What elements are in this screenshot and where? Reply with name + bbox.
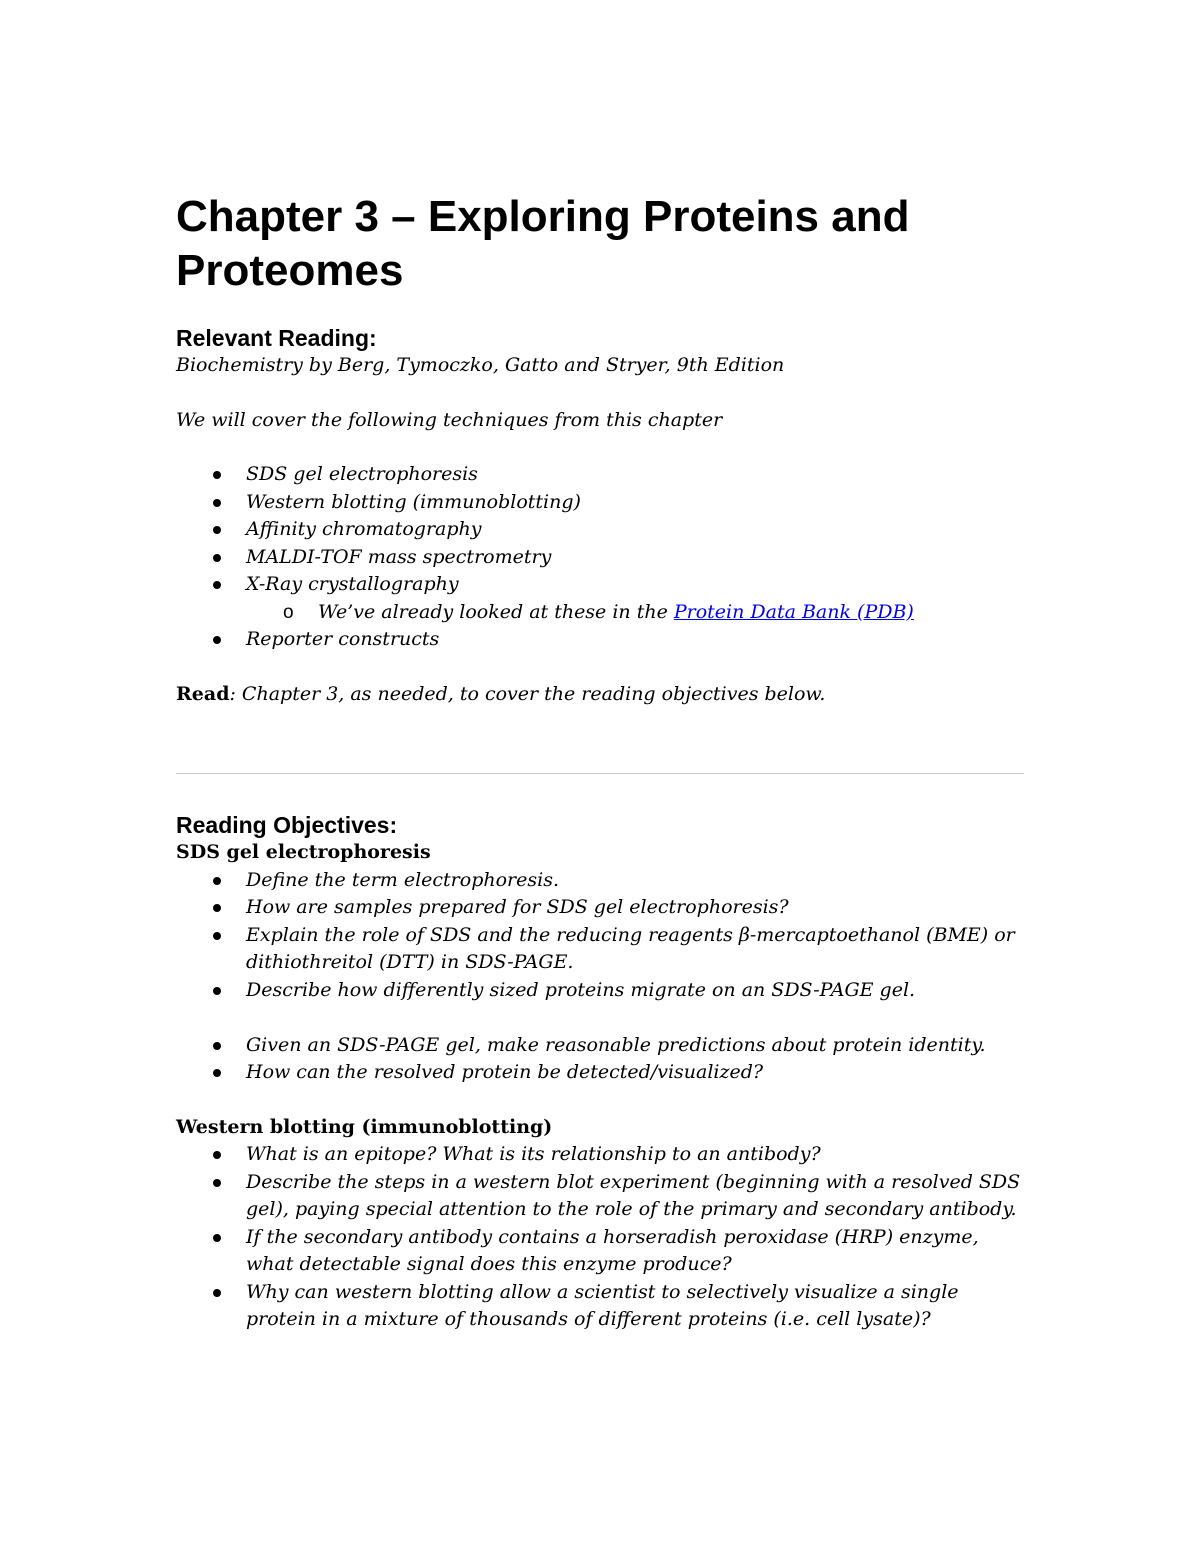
- list-item: Reporter constructs: [176, 626, 1026, 654]
- bullet-icon: [213, 554, 221, 562]
- techniques-list: [176, 461, 1026, 599]
- page-title: [176, 190, 996, 298]
- title-line-2: Proteomes: [176, 246, 404, 295]
- circle-bullet-icon: o: [283, 601, 294, 623]
- techniques-intro: We will cover the following techniques from this chapter: [176, 408, 723, 431]
- bullet-icon: [213, 636, 221, 644]
- list-item: Describe the steps in a western blot experiment (beginning with a resolved SDS gel), paying special attention to the role of the primary and secondary antibody.: [176, 1169, 1026, 1224]
- sub-item-text: We’ve already looked at these in the: [318, 600, 674, 623]
- bullet-icon: [213, 1234, 221, 1242]
- read-text: : Chapter 3, as needed, to cover the reading objectives below.: [229, 682, 826, 705]
- title-line-1: Chapter 3 – Exploring Proteins and: [176, 192, 910, 241]
- list-item: If the secondary antibody contains a horseradish peroxidase (HRP) enzyme, what detectable signal does this enzyme produce?: [176, 1224, 1026, 1279]
- bullet-icon: [213, 1069, 221, 1077]
- list-item: X-Ray crystallography: [176, 571, 1026, 599]
- list-item: Western blotting (immunoblotting): [176, 489, 1026, 517]
- bullet-icon: [213, 1042, 221, 1050]
- read-label: Read: [176, 682, 230, 705]
- list-item: Why can western blotting allow a scientist to selectively visualize a single protein in a mixture of thousands of different proteins (i.e. cell lysate)?: [176, 1279, 1026, 1334]
- sds-section-heading: SDS gel electrophoresis: [176, 841, 431, 863]
- list-item: Explain the role of SDS and the reducing reagents β-mercaptoethanol (BME) or dithiothreitol (DTT) in SDS-PAGE.: [176, 922, 1026, 977]
- list-item: How are samples prepared for SDS gel electrophoresis?: [176, 894, 1026, 922]
- relevant-reading-heading: Relevant Reading:: [176, 325, 377, 351]
- reading-objectives-heading: Reading Objectives:: [176, 812, 398, 838]
- western-objectives-list: [176, 1141, 1026, 1334]
- sds-objectives-list: [176, 867, 1026, 1087]
- bullet-icon: [213, 987, 221, 995]
- list-item: Given an SDS-PAGE gel, make reasonable predictions about protein identity.: [176, 1032, 1026, 1060]
- bullet-icon: [213, 904, 221, 912]
- list-item: SDS gel electrophoresis: [176, 461, 1026, 489]
- list-item: Describe how differently sized proteins migrate on an SDS-PAGE gel.: [176, 977, 1026, 1005]
- bullet-icon: [213, 526, 221, 534]
- pdb-link[interactable]: Protein Data Bank (PDB): [673, 600, 914, 623]
- document-page: [176, 190, 1026, 708]
- bullet-icon: [213, 581, 221, 589]
- bullet-icon: [213, 499, 221, 507]
- bullet-icon: [213, 1179, 221, 1187]
- read-instruction: [176, 681, 1026, 709]
- textbook-reference: Biochemistry by Berg, Tymoczko, Gatto and Stryer, 9th Edition: [176, 354, 785, 376]
- western-section-heading: Western blotting (immunoblotting): [176, 1115, 553, 1138]
- bullet-icon: [213, 471, 221, 479]
- section-divider: [176, 773, 1024, 774]
- objectives-section: [176, 811, 1026, 1334]
- list-item: How can the resolved protein be detected/visualized?: [176, 1059, 1026, 1087]
- list-item: Affinity chromatography: [176, 516, 1026, 544]
- list-item: Define the term electrophoresis.: [176, 867, 1026, 895]
- bullet-icon: [213, 877, 221, 885]
- list-item: What is an epitope? What is its relationship to an antibody?: [176, 1141, 1026, 1169]
- list-item: MALDI-TOF mass spectrometry: [176, 544, 1026, 572]
- xray-sub-item: [176, 599, 1026, 627]
- bullet-icon: [213, 1151, 221, 1159]
- bullet-icon: [213, 1289, 221, 1297]
- techniques-list-continued: [176, 626, 1026, 654]
- bullet-icon: [213, 932, 221, 940]
